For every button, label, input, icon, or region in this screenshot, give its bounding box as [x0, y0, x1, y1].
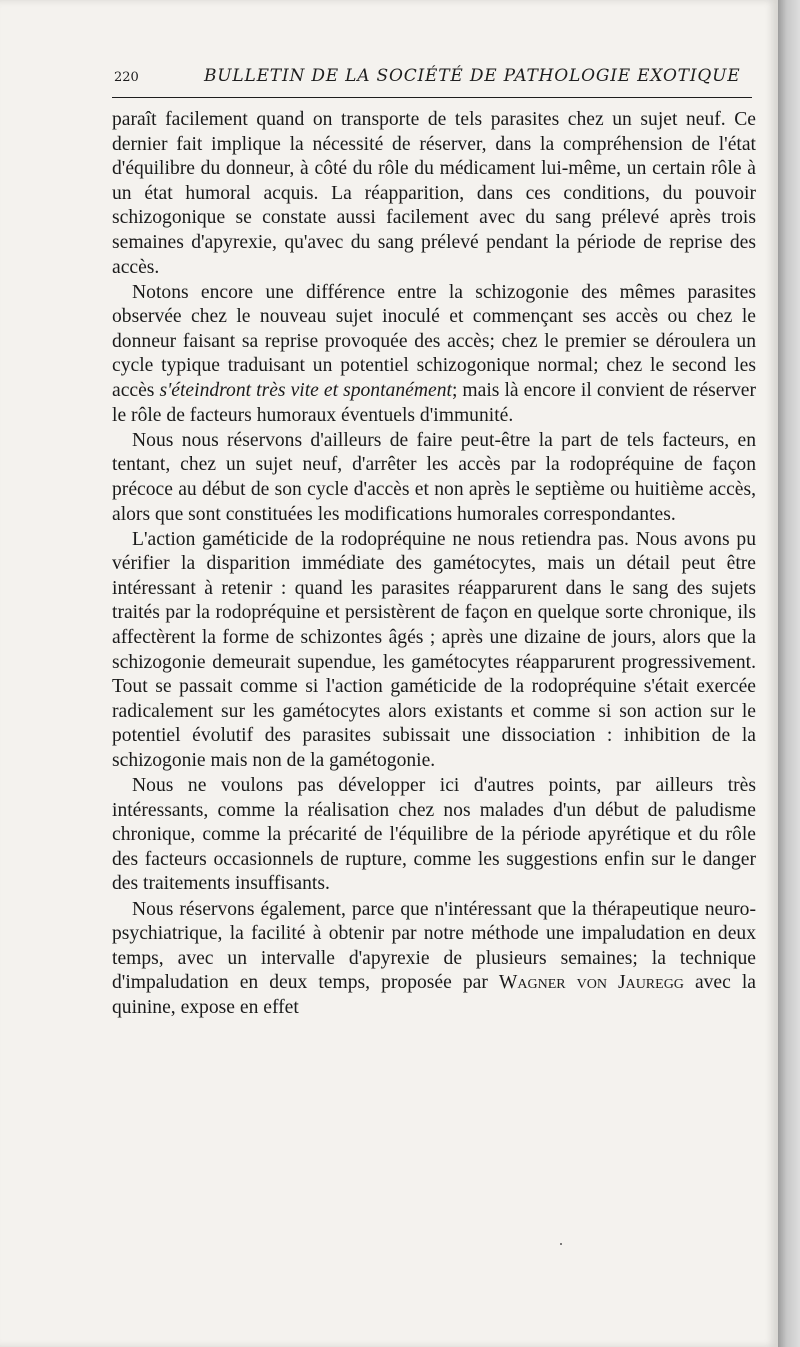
- running-title: BULLETIN DE LA SOCIÉTÉ DE PATHOLOGIE EXOTIQUE: [204, 66, 741, 86]
- paragraph-2-italic: s'éteindront très vite et spontanément: [159, 380, 452, 402]
- paragraph-6: [112, 898, 756, 1021]
- paragraph-2-text-b: ; mais là encore il convient de réserver le rôle de facteurs humoraux éventuels d'immunité.: [112, 380, 757, 426]
- body-text: [112, 108, 756, 1021]
- author-name: Wagner von Jauregg: [498, 972, 684, 994]
- header-rule: [112, 97, 752, 98]
- paragraph-4: L'action gaméticide de la rodopréquine ne nous retiendra pas. Nous avons pu vérifier la disparition immédiate des gamétocytes, mais un détail peut être intéressant à retenir : quand les parasites réapparurent dans le sang des sujets traités par la rodopréquine et persistèrent de façon en quelque sorte chronique, ils affectèrent la forme de schizontes âgés ; après une dizaine de jours, alors que la schizogonie demeurait supendue, les gamétocytes réapparurent progressivement. Tout se passait comme si l'action gaméticide de la rodopréquine s'était exercée radicalement sur les gamétocytes alors existants et comme si son action sur le potentiel évolutif des parasites subissait une dissociation : inhibition de la schizogonie mais non de la gamétogonie.: [112, 528, 756, 771]
- paragraph-2: [112, 281, 756, 429]
- page-header: [108, 64, 752, 94]
- paragraph-6-text-a: Nous réservons également, parce que n'intéressant que la thérapeutique neuro-psychiatrique, la facilité à obtenir par notre méthode une impaludation en deux temps, avec un intervalle d'apyrexie de plusieurs semaines; la technique d'impaludation en deux temps, proposée par: [112, 898, 756, 994]
- paragraph-3: Nous nous réservons d'ailleurs de faire peut-être la part de tels facteurs, en tentant, chez un sujet neuf, d'arrêter les accès par la rodopréquine de façon précoce au début de son cycle d'accès et non après le septième ou huitième accès, alors que sont constituées les modifications humorales correspondantes.: [112, 429, 756, 525]
- paragraph-1: paraît facilement quand on transporte de tels parasites chez un sujet neuf. Ce dernier fait implique la nécessité de réserver, dans la compréhension de l'état d'équilibre du donneur, à côté du rôle du médicament lui-même, un certain rôle à un état humoral acquis. La réapparition, dans ces conditions, du pouvoir schizogonique se constate aussi facilement avec du sang prélevé après trois semaines d'apyrexie, qu'avec du sang prélevé pendant la période de reprise des accès.: [112, 109, 756, 278]
- paragraph-5: Nous ne voulons pas développer ici d'autres points, par ailleurs très intéressants, comme la réalisation chez nos malades d'un début de paludisme chronique, comme la précarité de l'équilibre de la période apyrétique et du rôle des facteurs occasionnels de rupture, comme les suggestions enfin sur le danger des traitements insuffisants.: [112, 775, 756, 895]
- page-edge-shadow: [778, 0, 800, 1347]
- page-number: 220: [114, 70, 139, 85]
- paragraph-6-text-b: avec la quinine, expose en effet: [112, 972, 756, 1018]
- paragraph-2-text-a: Notons encore une différence entre la schizogonie des mêmes parasites observée chez le nouveau sujet inoculé et commençant ses accès ou chez le donneur faisant sa reprise provoquée des accès; chez le premier se déroulera un cycle typique traduisant un potentiel schizogonique normal; chez le second les accès: [112, 281, 756, 402]
- paper-speck: [560, 1243, 562, 1245]
